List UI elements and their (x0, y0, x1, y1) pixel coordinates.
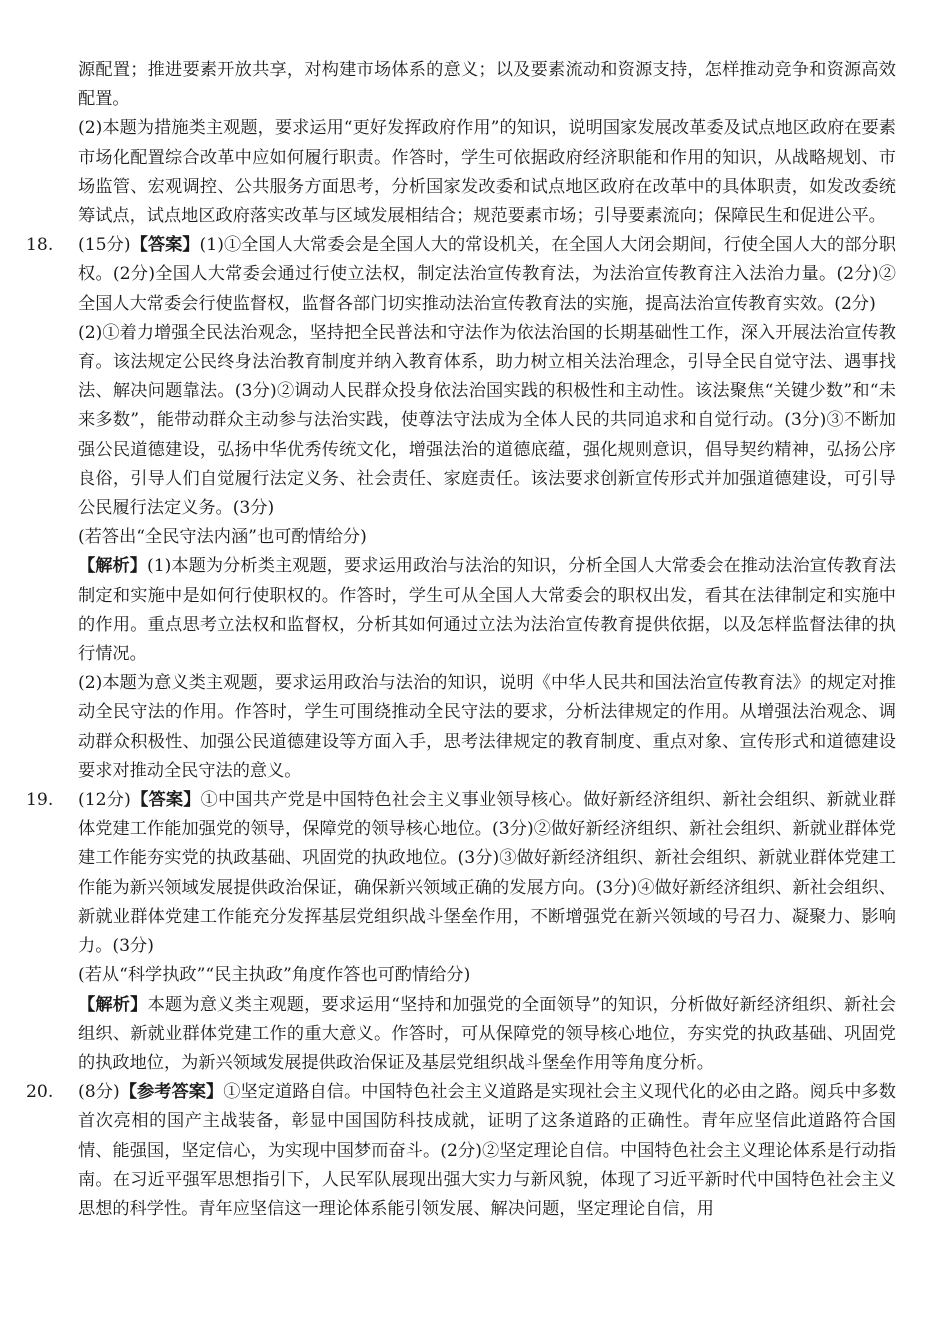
question-19-answer: (12分)【答案】①中国共产党是中国特色社会主义事业领导核心。做好新经济组织、新社会组织、新就业群体党建工作能加强党的领导，保障党的领导核心地位。(3分)②做好新经济组织、新社会组织、新就业群体党建工作能夯实党的执政基础、巩固党的执政地位。(3分)③做好新经济组织、新社会组织、新就业群体党建工作能为新兴领域发展提供政治保证，确保新兴领域正确的发展方向。(3分)④做好新经济组织、新社会组织、新就业群体党建工作能充分发挥基层党组织战斗堡垒作用，不断增强党在新兴领域的号召力、凝聚力、影响力。(3分) (78, 790, 896, 957)
analysis-label: 【解析】 (78, 556, 148, 577)
question-19-analysis: 【解析】本题为意义类主观题，要求运用“坚持和加强党的全面领导”的知识，分析做好新经济组织、新社会组织、新就业群体党建工作的重大意义。作答时，可从保障党的领导核心地位，夯实党的执政基础、巩固党的执政地位，为新兴领域发展提供政治保证及基层党组织战斗堡垒作用等角度分析。 (78, 994, 896, 1073)
question-19 (26, 786, 896, 1078)
question-18-score: (15分) (78, 235, 131, 256)
question-18-note: (若答出“全民守法内涵”也可酌情给分) (78, 527, 367, 548)
analysis-label: 【解析】 (78, 994, 148, 1015)
question-18-number: 18. (26, 235, 54, 256)
question-19-note: (若从“科学执政”“民主执政”角度作答也可酌情给分) (78, 965, 471, 986)
question-18-answer-2: (2)①着力增强全民法治观念，坚持把全民普法和守法作为依法治国的长期基础性工作，深入开展法治宣传教育。该法规定公民终身法治教育制度并纳入教育体系，助力树立相关法治理念，引导全民自觉守法、遇事找法、解决问题靠法。(3分)②调动人民群众投身依法治国实践的积极性和主动性。该法聚焦“关键少数”和“未来多数”，能带动群众主动参与法治实践，使尊法守法成为全体人民的共同追求和自觉行动。(3分)③不断加强公民道德建设，弘扬中华优秀传统文化，增强法治的道德底蕴，强化规则意识，倡导契约精神，弘扬公序良俗，引导人们自觉履行法定义务、社会责任、家庭责任。该法要求创新宣传形式并加强道德建设，可引导公民履行法定义务。(3分) (78, 322, 896, 519)
question-18-analysis-1: 【解析】(1)本题为分析类主观题，要求运用政治与法治的知识，分析全国人大常委会在推动法治宣传教育法制定和实施中是如何行使职权的。作答时，学生可从全国人大常委会的职权出发，看其在法律制定和实施中的作用。重点思考立法权和监督权，分析其如何通过立法为法治宣传教育提供依据，以及怎样监督法律的执行情况。 (78, 556, 896, 665)
question-20-score: (8分) (78, 1082, 120, 1103)
intro-paragraph-1: 源配置；推进要素开放共享，对构建市场体系的意义；以及要素流动和资源支持，怎样推动竞争和资源高效配置。 (78, 60, 896, 110)
question-18-analysis-2: (2)本题为意义类主观题，要求运用政治与法治的知识，说明《中华人民共和国法治宣传教育法》的规定对推动全民守法的作用。作答时，学生可围绕推动全民守法的要求，分析法律规定的作用。从增强法治观念、调动群众积极性、加强公民道德建设等方面入手，思考法律规定的教育制度、重点对象、宣传形式和道德建设要求对推动全民守法的意义。 (78, 673, 896, 781)
question-18-answer-1: (15分)【答案】(1)①全国人大常委会是全国人大的常设机关，在全国人大闭会期间，行使全国人大的部分职权。(2分)全国人大常委会通过行使立法权，制定法治宣传教育法，为法治宣传教育注入法治力量。(2分)②全国人大常委会行使监督权，监督各部门切实推动法治宣传教育法的实施，提高法治宣传教育实效。(2分) (78, 235, 896, 314)
intro-paragraph-2: (2)本题为措施类主观题，要求运用“更好发挥政府作用”的知识，说明国家发展改革委及试点地区政府在要素市场化配置综合改革中应如何履行职责。作答时，学生可依据政府经济职能和作用的知识，从战略规划、市场监管、宏观调控、公共服务方面思考，分析国家发改委和试点地区政府在改革中的具体职责，如发改委统筹试点，试点地区政府落实改革与区域发展相结合；规范要素市场；引导要素流向；保障民生和促进公平。 (78, 118, 896, 227)
question-19-number: 19. (26, 790, 54, 811)
question-20 (26, 1078, 896, 1224)
reference-answer-label: 【参考答案】 (119, 1082, 224, 1103)
document-page (26, 56, 896, 1224)
question-19-score: (12分) (78, 790, 131, 811)
answer-label: 【答案】 (130, 790, 201, 811)
question-20-number: 20. (26, 1082, 54, 1103)
answer-label: 【答案】 (130, 235, 200, 256)
question-20-answer: (8分)【参考答案】①坚定道路自信。中国特色社会主义道路是实现社会主义现代化的必由之路。阅兵中多数首次亮相的国产主战装备，彰显中国国防科技成就，证明了这条道路的正确性。青年应坚信此道路符合国情、能强国，坚定信心，为实现中国梦而奋斗。(2分)②坚定理论自信。中国特色社会主义理论体系是行动指南。在习近平强军思想指引下，人民军队展现出强大实力与新风貌，体现了习近平新时代中国特色社会主义思想的科学性。青年应坚信这一理论体系能引领发展、解决问题，坚定理论自信，用 (78, 1082, 896, 1219)
question-18 (26, 231, 896, 786)
